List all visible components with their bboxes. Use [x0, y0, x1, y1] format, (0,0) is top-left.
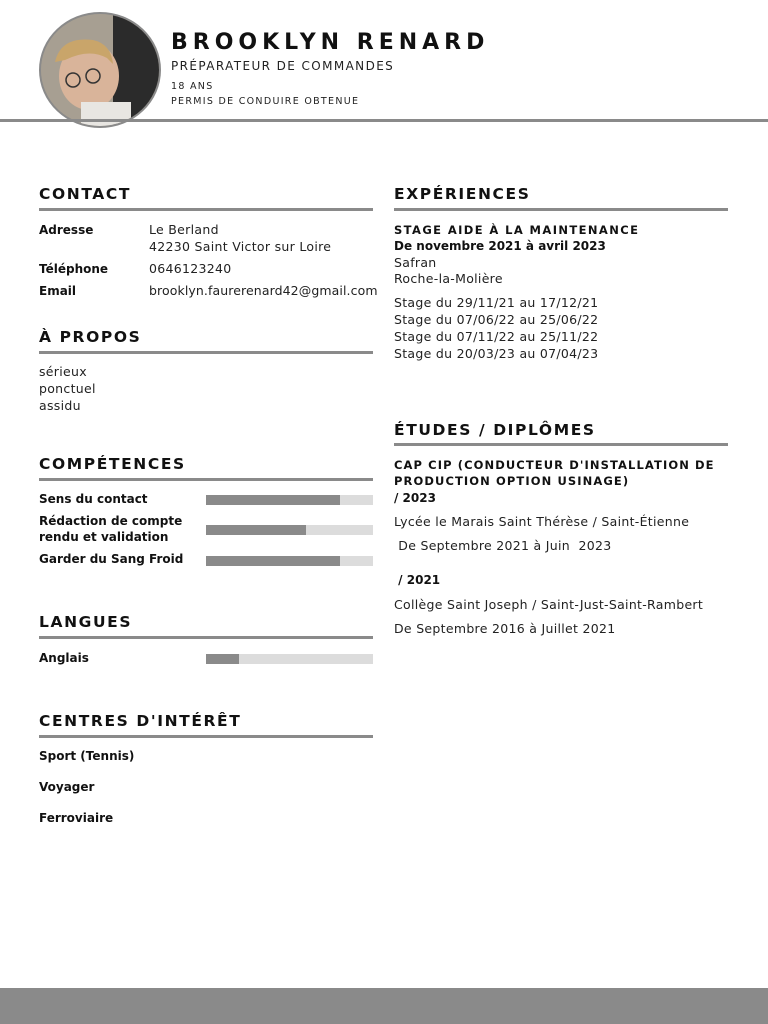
degree-title-line2: PRODUCTION OPTION USINAGE)	[394, 474, 630, 488]
footer-band	[0, 988, 768, 1024]
about-item: assidu	[39, 398, 81, 413]
degree-year: / 2023	[394, 491, 436, 505]
address-line2: 42230 Saint Victor sur Loire	[149, 239, 332, 254]
skills-title: COMPÉTENCES	[39, 455, 186, 473]
degree-year: / 2021	[394, 573, 441, 587]
experience-dates: De novembre 2021 à avril 2023	[394, 239, 606, 253]
degree-title-line1: CAP CIP (CONDUCTEUR D'INSTALLATION DE	[394, 458, 715, 472]
language-label: Anglais	[39, 651, 89, 665]
skill-label: Rédaction de compte	[39, 514, 183, 528]
skill-bar-fill	[206, 495, 340, 505]
about-divider	[39, 351, 373, 354]
email-label: Email	[39, 284, 77, 298]
interest-item: Ferroviaire	[39, 811, 114, 825]
language-bar-fill	[206, 654, 239, 664]
phone-label: Téléphone	[39, 262, 109, 276]
skill-label: Sens du contact	[39, 492, 148, 506]
driving-license: PERMIS DE CONDUIRE OBTENUE	[171, 96, 360, 107]
experiences-divider	[394, 208, 728, 211]
skill-bar	[206, 525, 373, 535]
school-name: Collège Saint Joseph / Saint-Just-Saint-Rambert	[394, 597, 704, 612]
address-line1: Le Berland	[149, 222, 219, 237]
interests-title: CENTRES D'INTÉRÊT	[39, 712, 242, 730]
experience-period: Stage du 20/03/23 au 07/04/23	[394, 346, 599, 361]
experience-location: Roche-la-Molière	[394, 271, 503, 286]
school-period: De Septembre 2021 à Juin 2023	[394, 538, 612, 553]
phone-value: 0646123240	[149, 261, 232, 276]
about-item: ponctuel	[39, 381, 96, 396]
education-title: ÉTUDES / DIPLÔMES	[394, 421, 596, 439]
skill-label-line2: rendu et validation	[39, 530, 169, 544]
skill-bar-fill	[206, 556, 340, 566]
header	[0, 0, 768, 122]
experiences-title: EXPÉRIENCES	[394, 185, 531, 203]
skills-divider	[39, 478, 373, 481]
language-bar	[206, 654, 373, 664]
experience-period: Stage du 29/11/21 au 17/12/21	[394, 295, 599, 310]
about-title: À PROPOS	[39, 328, 142, 346]
school-name: Lycée le Marais Saint Thérèse / Saint-Étienne	[394, 514, 690, 529]
candidate-name: BROOKLYN RENARD	[171, 30, 490, 55]
contact-divider	[39, 208, 373, 211]
job-title: PRÉPARATEUR DE COMMANDES	[171, 59, 395, 73]
experience-period: Stage du 07/06/22 au 25/06/22	[394, 312, 599, 327]
education-divider	[394, 443, 728, 446]
school-period: De Septembre 2016 à Juillet 2021	[394, 621, 616, 636]
experience-job-title: STAGE AIDE À LA MAINTENANCE	[394, 223, 640, 237]
skill-bar	[206, 556, 373, 566]
skill-bar-fill	[206, 525, 306, 535]
contact-title: CONTACT	[39, 185, 132, 203]
avatar	[39, 12, 161, 128]
age: 18 ANS	[171, 81, 214, 92]
email-value: brooklyn.faurerenard42@gmail.com	[149, 283, 378, 298]
about-item: sérieux	[39, 364, 87, 379]
languages-divider	[39, 636, 373, 639]
experience-period: Stage du 07/11/22 au 25/11/22	[394, 329, 599, 344]
address-label: Adresse	[39, 223, 94, 237]
languages-title: LANGUES	[39, 613, 133, 631]
interest-item: Voyager	[39, 780, 95, 794]
header-divider	[0, 119, 768, 122]
skill-label: Garder du Sang Froid	[39, 552, 184, 566]
experience-company: Safran	[394, 255, 437, 270]
skill-bar	[206, 495, 373, 505]
interests-divider	[39, 735, 373, 738]
interest-item: Sport (Tennis)	[39, 749, 135, 763]
